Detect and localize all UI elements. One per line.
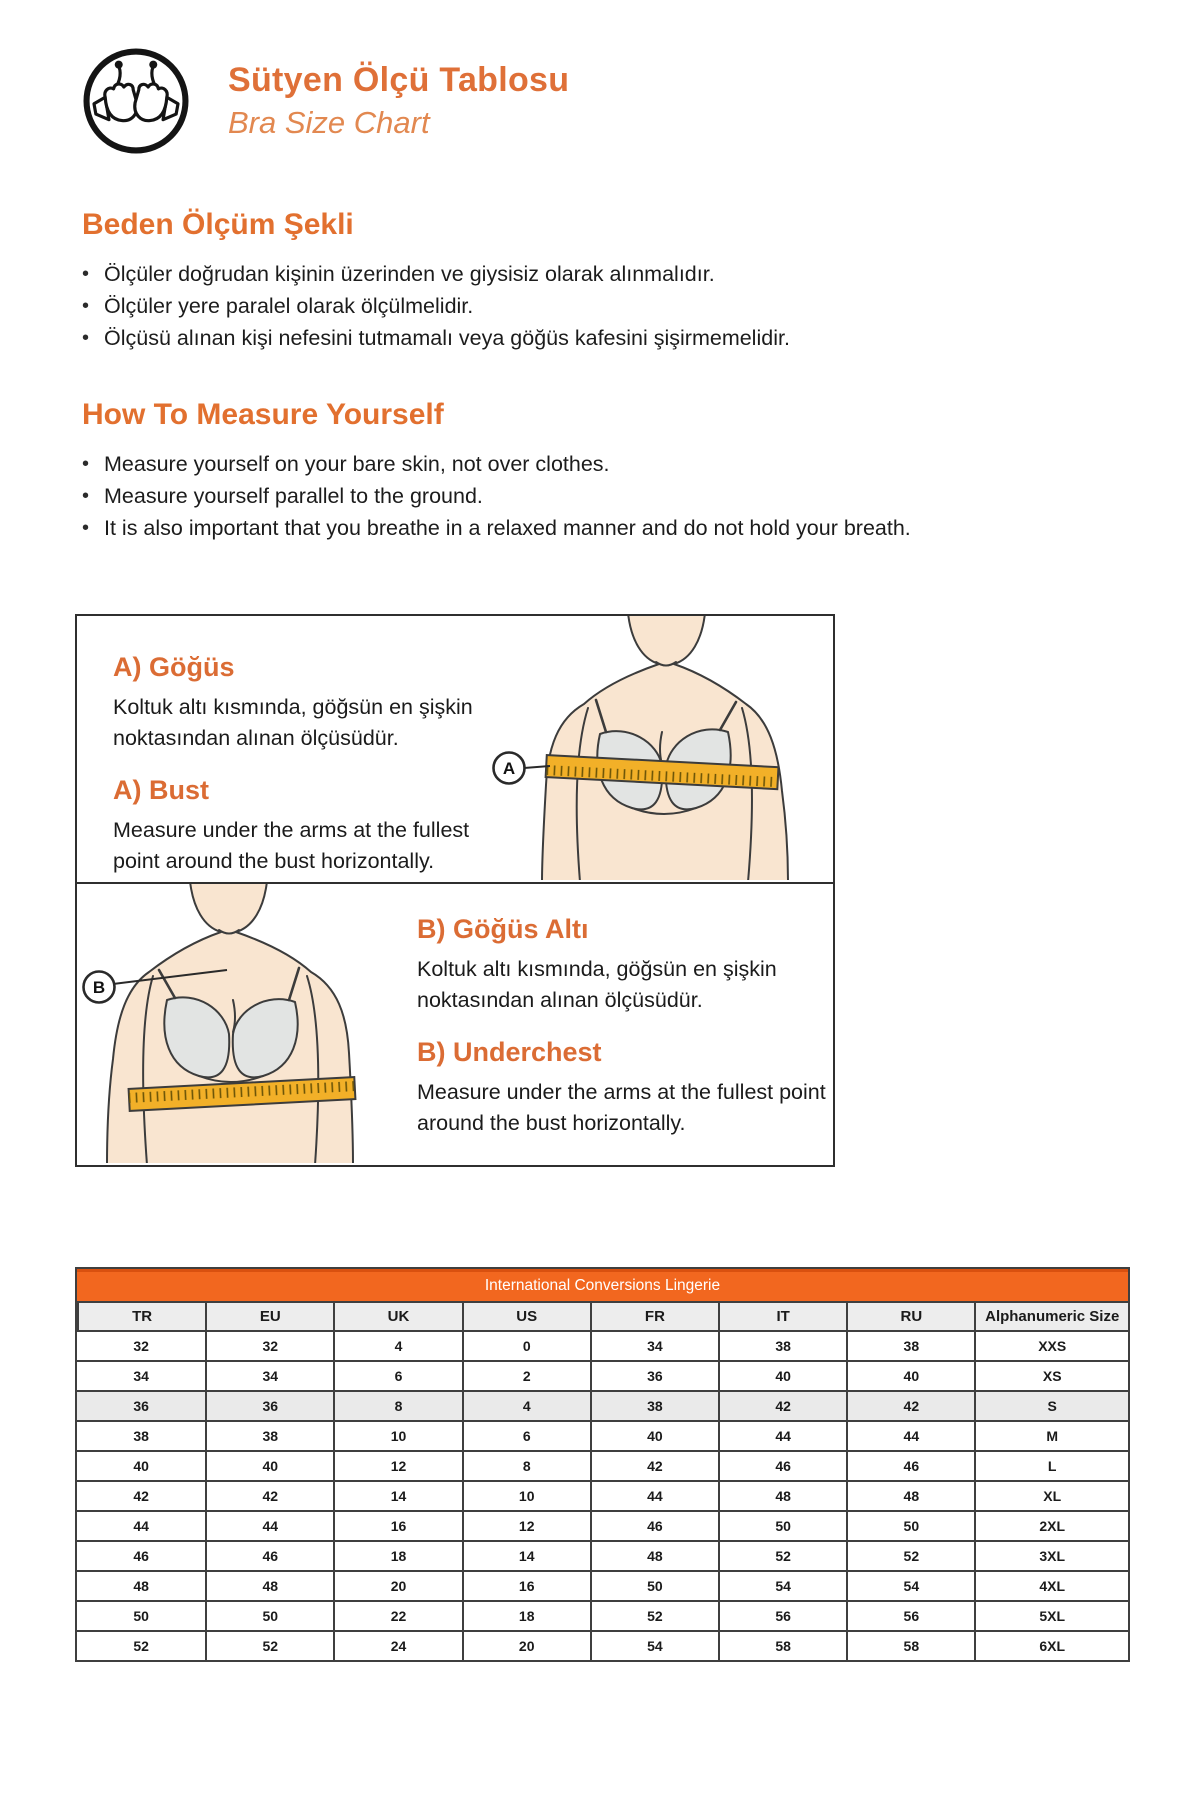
bullet-item [82, 322, 1140, 354]
cell-ru: 48 [846, 1480, 974, 1510]
cell-alpha-size: M [974, 1420, 1128, 1450]
cell-it: 44 [718, 1420, 846, 1450]
table-row [77, 1390, 1128, 1420]
cell-ru: 54 [846, 1570, 974, 1600]
cell-fr: 42 [590, 1450, 718, 1480]
cell-eu: 46 [205, 1540, 333, 1570]
measure-box-underchest [75, 882, 835, 1167]
cell-fr: 46 [590, 1510, 718, 1540]
page-title: Sütyen Ölçü Tablosu [228, 61, 570, 99]
table-row [77, 1450, 1128, 1480]
section-heading-tr: Beden Ölçüm Şekli [82, 208, 354, 241]
cell-fr: 38 [590, 1390, 718, 1420]
cell-eu: 42 [205, 1480, 333, 1510]
bust-body-tr: Koltuk altı kısmında, göğsün en şişkin noktasından alınan ölçüsüdür. [113, 695, 473, 750]
bullet-list-en [82, 448, 1140, 544]
cell-uk: 6 [333, 1360, 461, 1390]
cell-fr: 48 [590, 1540, 718, 1570]
table-row [77, 1570, 1128, 1600]
cell-us: 16 [462, 1570, 590, 1600]
cell-uk: 8 [333, 1390, 461, 1420]
table-body [77, 1330, 1128, 1660]
column-header: Alphanumeric Size [974, 1303, 1128, 1330]
cell-uk: 4 [333, 1330, 461, 1360]
table-row [77, 1480, 1128, 1510]
cell-alpha-size: 3XL [974, 1540, 1128, 1570]
cell-uk: 14 [333, 1480, 461, 1510]
label-b-text: B [92, 978, 106, 997]
cell-us: 20 [462, 1630, 590, 1660]
cell-tr: 52 [77, 1630, 205, 1660]
bullet-item [82, 480, 1140, 512]
bullet-text: • Ölçüsü alınan kişi nefesini tutmamalı veya göğüs kafesini şişirmemelidir. [104, 326, 790, 350]
cell-uk: 10 [333, 1420, 461, 1450]
bullet-item [82, 258, 1140, 290]
cell-eu: 48 [205, 1570, 333, 1600]
cell-tr: 40 [77, 1450, 205, 1480]
cell-tr: 48 [77, 1570, 205, 1600]
bra-icon [80, 44, 192, 158]
cell-alpha-size: XXS [974, 1330, 1128, 1360]
underchest-measure-illustration [77, 884, 407, 1163]
cell-uk: 24 [333, 1630, 461, 1660]
cell-tr: 34 [77, 1360, 205, 1390]
column-header: US [462, 1303, 590, 1330]
cell-it: 56 [718, 1600, 846, 1630]
cell-us: 14 [462, 1540, 590, 1570]
section-measure-en [82, 398, 1140, 544]
cell-tr: 50 [77, 1600, 205, 1630]
header [0, 0, 1200, 158]
cell-ru: 50 [846, 1510, 974, 1540]
cell-it: 40 [718, 1360, 846, 1390]
cell-tr: 38 [77, 1420, 205, 1450]
underchest-heading-tr: B) Göğüs Altı [417, 914, 589, 944]
measure-box-bust [75, 614, 835, 884]
cell-alpha-size: 6XL [974, 1630, 1128, 1660]
cell-eu: 36 [205, 1390, 333, 1420]
cell-us: 18 [462, 1600, 590, 1630]
page-subtitle: Bra Size Chart [228, 105, 430, 140]
cell-alpha-size: 5XL [974, 1600, 1128, 1630]
cell-eu: 50 [205, 1600, 333, 1630]
cell-us: 10 [462, 1480, 590, 1510]
cell-fr: 54 [590, 1630, 718, 1660]
column-header: TR [77, 1303, 205, 1330]
table-row [77, 1330, 1128, 1360]
cell-it: 46 [718, 1450, 846, 1480]
cell-ru: 44 [846, 1420, 974, 1450]
cell-eu: 32 [205, 1330, 333, 1360]
underchest-body-tr: Koltuk altı kısmında, göğsün en şişkin noktasından alınan ölçüsüdür. [417, 957, 777, 1012]
column-header: FR [590, 1303, 718, 1330]
cell-alpha-size: 2XL [974, 1510, 1128, 1540]
cell-fr: 40 [590, 1420, 718, 1450]
table-row [77, 1420, 1128, 1450]
cell-fr: 34 [590, 1330, 718, 1360]
cell-ru: 42 [846, 1390, 974, 1420]
underchest-text [407, 884, 833, 1165]
cell-us: 8 [462, 1450, 590, 1480]
bust-text [77, 616, 488, 882]
cell-ru: 46 [846, 1450, 974, 1480]
measure-boxes [75, 614, 835, 1167]
bullet-item [82, 448, 1140, 480]
cell-it: 50 [718, 1510, 846, 1540]
column-header: EU [205, 1303, 333, 1330]
cell-alpha-size: XL [974, 1480, 1128, 1510]
cell-uk: 18 [333, 1540, 461, 1570]
cell-us: 0 [462, 1330, 590, 1360]
underchest-body-en: Measure under the arms at the fullest point around the bust horizontally. [417, 1080, 826, 1135]
cell-alpha-size: S [974, 1390, 1128, 1420]
table-row [77, 1630, 1128, 1660]
cell-fr: 44 [590, 1480, 718, 1510]
cell-fr: 50 [590, 1570, 718, 1600]
bust-measure-illustration [488, 616, 833, 880]
cell-it: 48 [718, 1480, 846, 1510]
section-heading-en: How To Measure Yourself [82, 398, 444, 431]
column-header: RU [846, 1303, 974, 1330]
bullet-text: • It is also important that you breathe in a relaxed manner and do not hold your breath. [104, 516, 911, 540]
cell-it: 58 [718, 1630, 846, 1660]
label-a-marker [494, 753, 551, 784]
bullet-text: • Ölçüler yere paralel olarak ölçülmelidir. [104, 294, 474, 318]
cell-ru: 58 [846, 1630, 974, 1660]
table-header-row [77, 1303, 1128, 1330]
cell-it: 52 [718, 1540, 846, 1570]
column-header: IT [718, 1303, 846, 1330]
cell-it: 54 [718, 1570, 846, 1600]
column-header: UK [333, 1303, 461, 1330]
cell-tr: 32 [77, 1330, 205, 1360]
cell-tr: 44 [77, 1510, 205, 1540]
title-block [228, 61, 569, 141]
cell-ru: 52 [846, 1540, 974, 1570]
table-row [77, 1510, 1128, 1540]
section-measure-tr [82, 208, 1140, 354]
cell-eu: 44 [205, 1510, 333, 1540]
cell-us: 12 [462, 1510, 590, 1540]
bullet-list-tr [82, 258, 1140, 354]
cell-us: 2 [462, 1360, 590, 1390]
table-grid [77, 1303, 1128, 1660]
bust-heading-en: A) Bust [113, 775, 209, 806]
cell-alpha-size: 4XL [974, 1570, 1128, 1600]
cell-tr: 42 [77, 1480, 205, 1510]
cell-eu: 34 [205, 1360, 333, 1390]
bullet-text: • Measure yourself parallel to the ground. [104, 484, 483, 508]
cell-eu: 52 [205, 1630, 333, 1660]
cell-ru: 40 [846, 1360, 974, 1390]
cell-us: 6 [462, 1420, 590, 1450]
cell-alpha-size: XS [974, 1360, 1128, 1390]
table-caption: International Conversions Lingerie [77, 1269, 1128, 1303]
cell-uk: 22 [333, 1600, 461, 1630]
bullet-item [82, 512, 1140, 544]
label-a-text: A [502, 759, 516, 778]
cell-fr: 36 [590, 1360, 718, 1390]
cell-alpha-size: L [974, 1450, 1128, 1480]
bullet-text: • Ölçüler doğrudan kişinin üzerinden ve giysisiz olarak alınmalıdır. [104, 262, 715, 286]
bust-body-en: Measure under the arms at the fullest point around the bust horizontally. [113, 818, 470, 873]
bullet-text: • Measure yourself on your bare skin, not over clothes. [104, 452, 610, 476]
cell-uk: 16 [333, 1510, 461, 1540]
cell-tr: 46 [77, 1540, 205, 1570]
cell-it: 42 [718, 1390, 846, 1420]
table-row [77, 1600, 1128, 1630]
cell-eu: 40 [205, 1450, 333, 1480]
cell-fr: 52 [590, 1600, 718, 1630]
cell-ru: 56 [846, 1600, 974, 1630]
underchest-heading-en: B) Underchest [417, 1037, 602, 1068]
table-row [77, 1360, 1128, 1390]
cell-uk: 12 [333, 1450, 461, 1480]
conversion-table [75, 1267, 1130, 1662]
cell-us: 4 [462, 1390, 590, 1420]
bust-heading-tr: A) Göğüs [113, 652, 235, 682]
cell-eu: 38 [205, 1420, 333, 1450]
cell-tr: 36 [77, 1390, 205, 1420]
cell-ru: 38 [846, 1330, 974, 1360]
bullet-item [82, 290, 1140, 322]
table-row [77, 1540, 1128, 1570]
cell-it: 38 [718, 1330, 846, 1360]
cell-uk: 20 [333, 1570, 461, 1600]
